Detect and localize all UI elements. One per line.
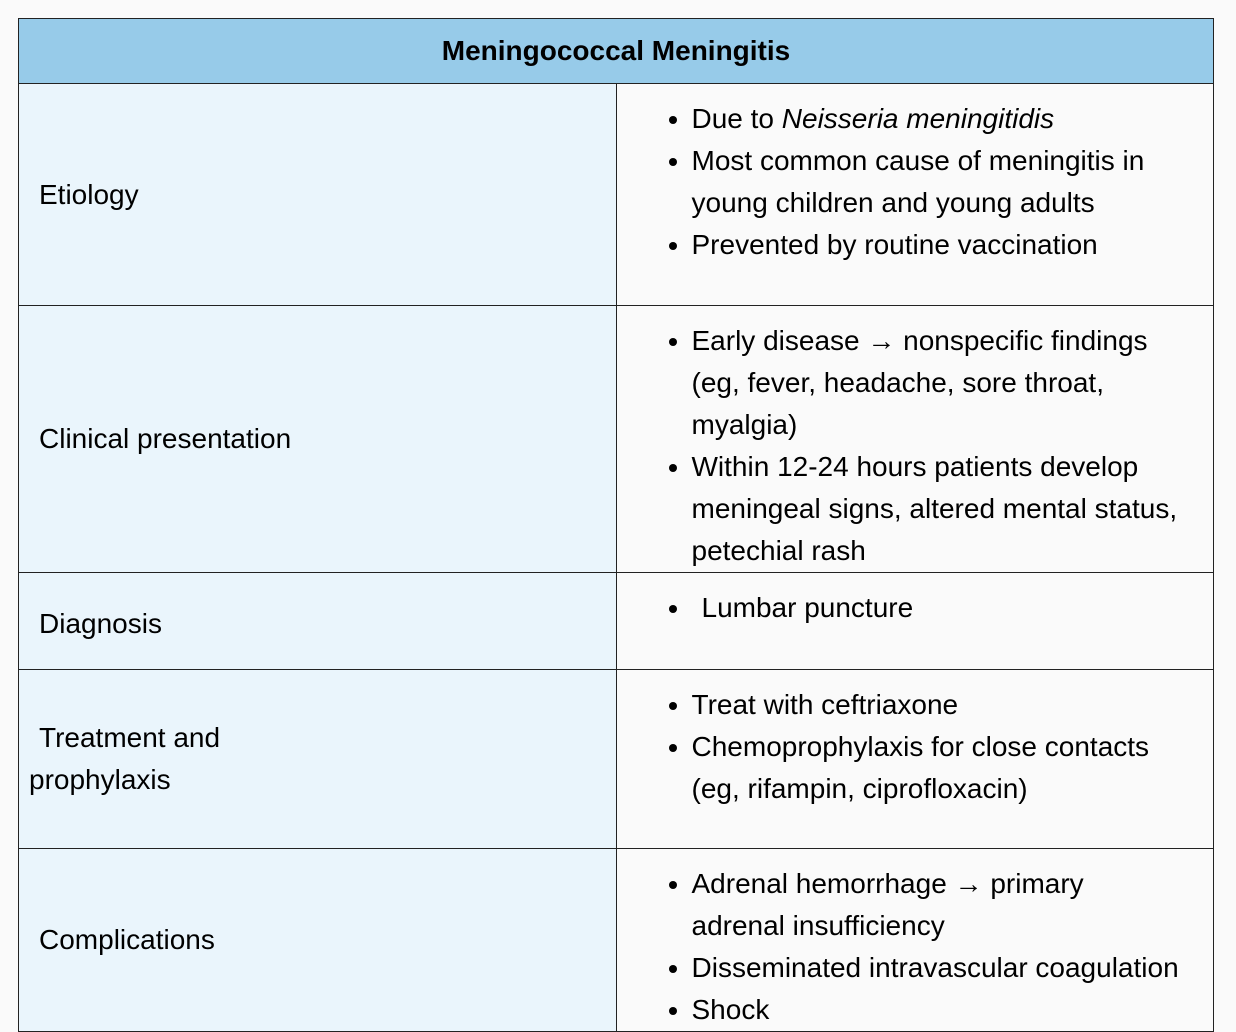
row-content-complications	[616, 849, 1214, 1032]
list-item: • Adrenal hemorrhage → primary adrenal insufficiency	[692, 863, 1184, 947]
row-label-complications: Complications	[19, 849, 617, 1032]
table-row-clinical	[19, 306, 1214, 573]
row-label-line: prophylaxis	[29, 764, 171, 795]
list-item-text: Lumbar puncture	[701, 592, 914, 623]
table-row-complications	[19, 849, 1214, 1032]
table-title: Meningococcal Meningitis	[19, 19, 1214, 84]
list-item: • Prevented by routine vaccination	[692, 224, 1184, 266]
row-label-diagnosis: Diagnosis	[19, 573, 617, 670]
row-label-treatment	[19, 670, 617, 849]
row-content-etiology	[616, 84, 1214, 306]
diagnosis-list	[617, 573, 1214, 629]
list-item: • Most common cause of meningitis in young children and young adults	[692, 140, 1184, 224]
treatment-list	[617, 670, 1214, 810]
list-item: • Disseminated intravascular coagulation	[692, 947, 1184, 989]
list-item: • Chemoprophylaxis for close contacts (eg, rifampin, ciprofloxacin)	[692, 726, 1184, 810]
table-row-treatment	[19, 670, 1214, 849]
clinical-list	[617, 306, 1214, 572]
complications-list	[617, 849, 1214, 1031]
row-label-clinical: Clinical presentation	[19, 306, 617, 573]
list-item	[692, 98, 1184, 140]
row-content-treatment	[616, 670, 1214, 849]
row-content-diagnosis	[616, 573, 1214, 670]
organism-name: Neisseria meningitidis	[781, 103, 1055, 134]
table-container	[18, 18, 1214, 1032]
list-item-text: Due to	[691, 103, 782, 134]
table-row-etiology	[19, 84, 1214, 306]
table-row-diagnosis	[19, 573, 1214, 670]
meningitis-table	[18, 18, 1214, 1032]
list-item: • Shock	[692, 989, 1184, 1031]
list-item: • Early disease → nonspecific findings (eg, fever, headache, sore throat, myalgia)	[692, 320, 1184, 446]
list-item	[692, 587, 1184, 629]
etiology-list	[617, 84, 1214, 266]
header-row	[19, 19, 1214, 84]
row-content-clinical	[616, 306, 1214, 573]
list-item: • Treat with ceftriaxone	[692, 684, 1184, 726]
row-label-etiology: Etiology	[19, 84, 617, 306]
list-item: • Within 12-24 hours patients develop meningeal signs, altered mental status, petechial rash	[692, 446, 1184, 572]
row-label-line: Treatment and	[39, 722, 221, 753]
